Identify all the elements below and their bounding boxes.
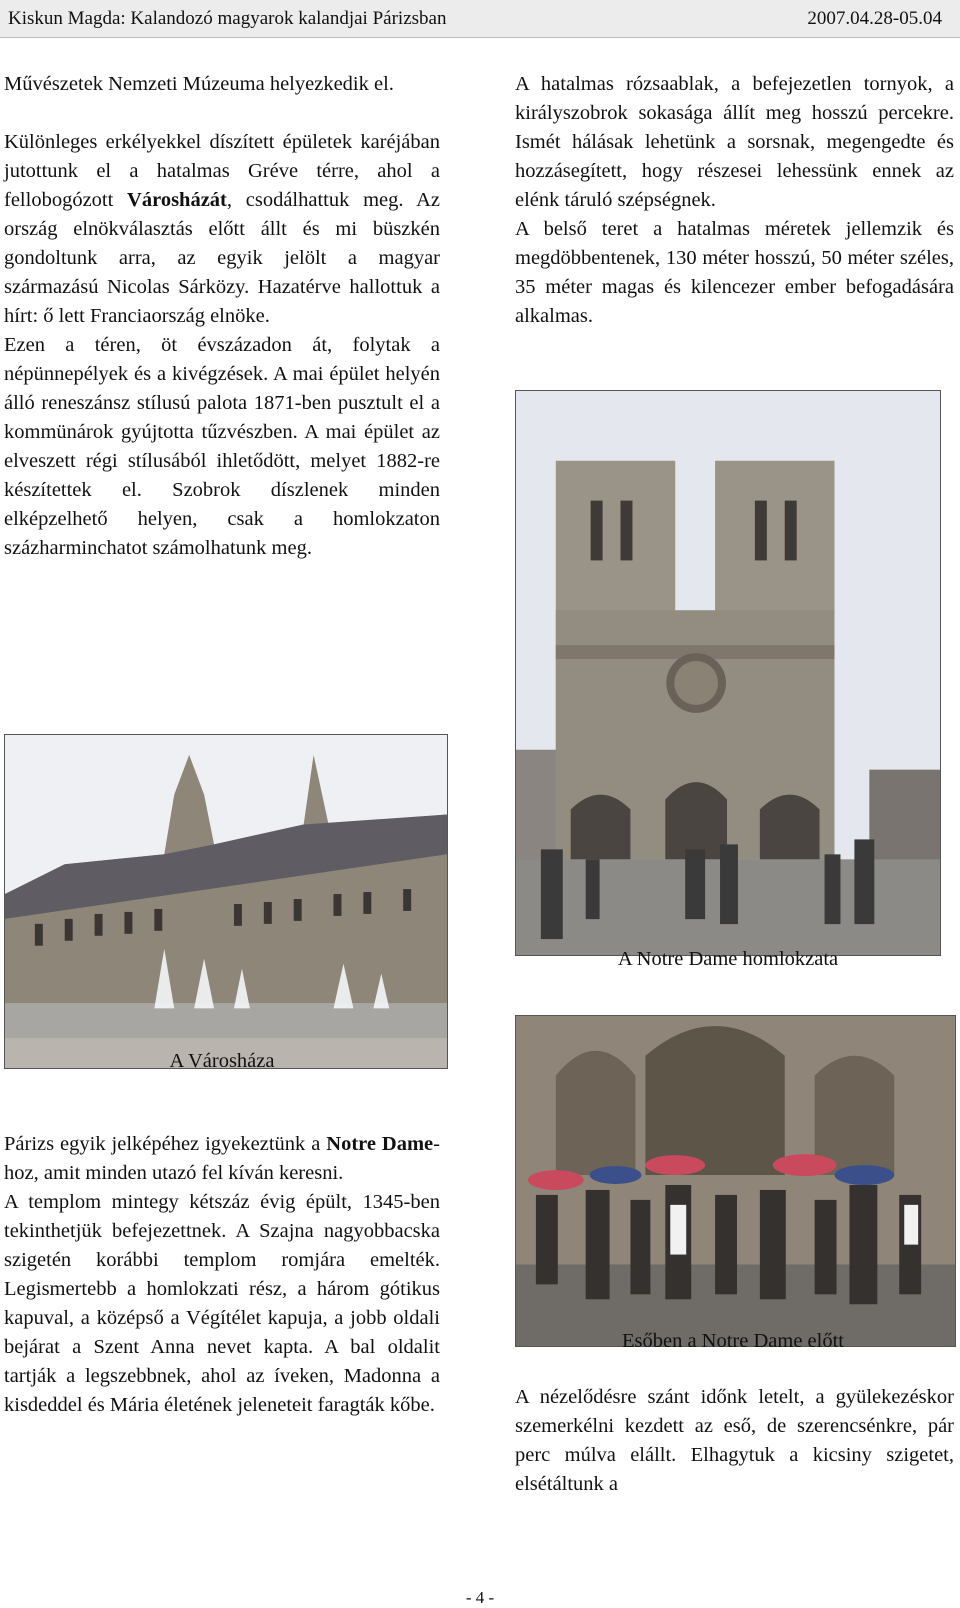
varoshaza-illustration xyxy=(5,735,447,1068)
caption-rain: Esőben a Notre Dame előtt xyxy=(621,1330,844,1352)
header-date: 2007.04.28-05.04 xyxy=(807,8,942,29)
right-column-bottom xyxy=(515,1383,954,1499)
running-header xyxy=(0,0,960,38)
paragraph: Különleges erkélyekkel díszített épületek karéjában jutottunk el a hatalmas Gréve térre, ahol a fellobogózott Városházát, csodálhattuk meg. Az ország elnökválasztás előtt állt és mi büszkén gondoltunk arra, az egyik jelölt a magyar származású Nicolas Sárközy. Hazatérve hallottuk a hírt: ő lett Franciaország elnöke. xyxy=(4,131,440,327)
varoshaza-photo xyxy=(4,734,448,1069)
left-column-bottom xyxy=(4,1130,440,1420)
paragraph: Művészetek Nemzeti Múzeuma helyezkedik el. xyxy=(4,73,394,95)
paragraph: Ezen a téren, öt évszázadon át, folytak a népünnepélyek és a kivégzések. A mai épület helyén álló reneszánsz stílusú palota 1871-ben pusztult el a kommünárok gyújtotta tűzvészben. A mai épület az elveszett régi stílusából ihletődött, melyet 1882-re készítettek el. Szobrok díszlenek minden elképzelhető helyen, csak a homlokzaton százharminchatot számolhatunk meg. xyxy=(4,334,440,559)
left-column-top xyxy=(4,70,440,563)
notre-dame-facade-photo xyxy=(515,390,941,956)
bold-term: Városházát xyxy=(127,189,227,211)
paragraph: A nézelődésre szánt időnk letelt, a gyülekezéskor szemerkélni kezdett az eső, de szerencsénkre, pár perc múlva elállt. Elhagytuk a kicsiny szigetet, elsétáltunk a xyxy=(515,1386,954,1495)
paragraph: Párizs egyik jelképéhez igyekeztünk a Notre Dame-hoz, amit minden utazó fel kíván keresni. xyxy=(4,1133,440,1184)
rain-crowd-illustration xyxy=(516,1016,955,1346)
paragraph: A templom mintegy kétszáz évig épült, 1345-ben tekinthetjük befejezettnek. A Szajna nagyobbacska szigetén korábbi templom romjára emelték. Legismertebb a homlokzati rész, a három gótikus kapuval, a középső a Végítélet kapuja, a jobb oldali bejárat a Szent Anna nevet kapta. A bal oldalit tartják a legszebbnek, ahol az íveken, Madonna a kisdeddel és Mária életének jeleneteit faragták kőbe. xyxy=(4,1191,440,1416)
caption-varoshaza: A Városháza xyxy=(169,1050,275,1072)
notre-dame-facade-illustration xyxy=(516,391,940,955)
right-column-top xyxy=(515,70,954,331)
header-title: Kiskun Magda: Kalandozó magyarok kalandjai Párizsban xyxy=(8,8,447,29)
bold-term: Notre Dame xyxy=(326,1133,434,1155)
paragraph: A belső teret a hatalmas méretek jellemzik és megdöbbentenek, 130 méter hosszú, 50 méter széles, 35 méter magas és kilencezer ember befogadására alkalmas. xyxy=(515,218,954,327)
caption-notre-dame: A Notre Dame homlokzata xyxy=(617,948,839,970)
rain-notre-dame-photo xyxy=(515,1015,956,1347)
page-number: - 4 - xyxy=(465,1588,495,1607)
paragraph: A hatalmas rózsaablak, a befejezetlen tornyok, a királyszobrok sokasága állít meg hosszú percekre. Ismét hálásak lehetünk a sorsnak, megengedte és hozzásegített, hogy részesei lehessünk ennek az elénk táruló szépségnek. xyxy=(515,73,954,211)
